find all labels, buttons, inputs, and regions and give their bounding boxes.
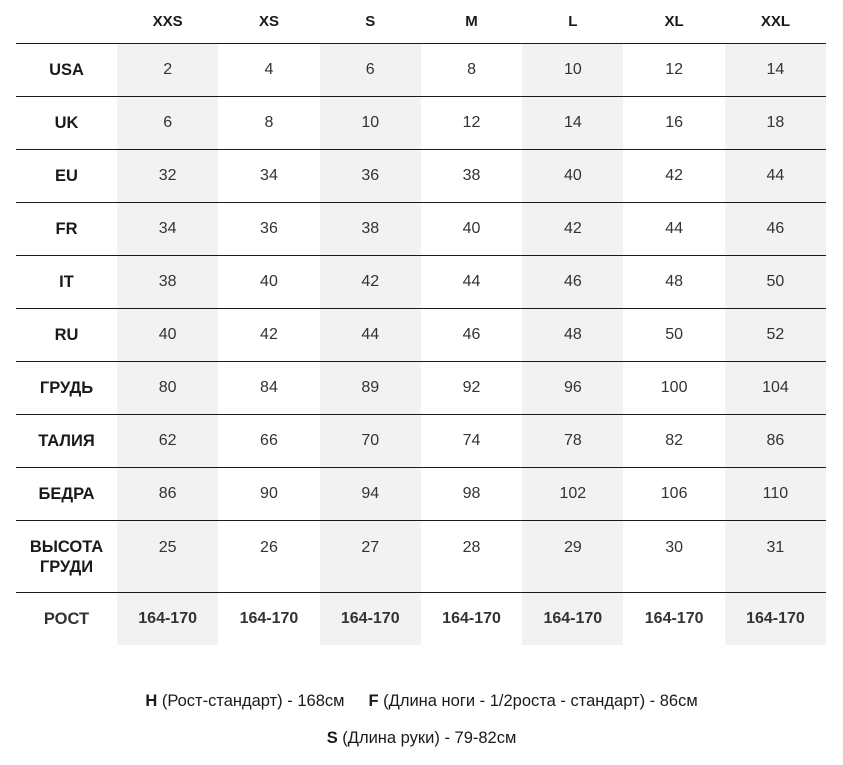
size-value-cell: 164-170 [218, 593, 319, 646]
size-value-cell: 164-170 [320, 593, 421, 646]
row-label: БЕДРА [16, 468, 117, 521]
size-value-cell: 164-170 [623, 593, 724, 646]
size-table-body [16, 44, 826, 646]
size-value-cell: 10 [320, 97, 421, 150]
size-value-cell: 25 [117, 521, 218, 593]
size-value-cell: 42 [522, 203, 623, 256]
table-row [16, 97, 826, 150]
size-value-cell: 70 [320, 415, 421, 468]
size-value-cell: 86 [117, 468, 218, 521]
row-label: IT [16, 256, 117, 309]
table-row [16, 150, 826, 203]
size-value-cell: 40 [117, 309, 218, 362]
size-value-cell: 62 [117, 415, 218, 468]
size-value-cell: 12 [421, 97, 522, 150]
size-value-cell: 14 [725, 44, 826, 97]
s-key: S [326, 729, 338, 747]
size-value-cell: 89 [320, 362, 421, 415]
size-value-cell: 6 [117, 97, 218, 150]
size-value-cell: 44 [725, 150, 826, 203]
table-row [16, 309, 826, 362]
row-label: ТАЛИЯ [16, 415, 117, 468]
size-header: XS [218, 0, 319, 44]
size-value-cell: 100 [623, 362, 724, 415]
size-value-cell: 30 [623, 521, 724, 593]
size-value-cell: 2 [117, 44, 218, 97]
size-value-cell: 104 [725, 362, 826, 415]
f-key: F [368, 692, 379, 710]
size-header: XXS [117, 0, 218, 44]
size-value-cell: 50 [725, 256, 826, 309]
size-value-cell: 90 [218, 468, 319, 521]
corner-cell [16, 0, 117, 44]
size-value-cell: 38 [320, 203, 421, 256]
size-value-cell: 44 [623, 203, 724, 256]
size-value-cell: 86 [725, 415, 826, 468]
size-value-cell: 164-170 [421, 593, 522, 646]
size-header: XL [623, 0, 724, 44]
h-key: H [145, 692, 158, 710]
size-value-cell: 74 [421, 415, 522, 468]
size-value-cell: 164-170 [725, 593, 826, 646]
size-value-cell: 80 [117, 362, 218, 415]
size-value-cell: 6 [320, 44, 421, 97]
size-value-cell: 14 [522, 97, 623, 150]
size-value-cell: 110 [725, 468, 826, 521]
size-value-cell: 48 [522, 309, 623, 362]
size-value-cell: 40 [522, 150, 623, 203]
table-row [16, 256, 826, 309]
size-value-cell: 10 [522, 44, 623, 97]
size-value-cell: 46 [725, 203, 826, 256]
size-header: XXL [725, 0, 826, 44]
size-value-cell: 36 [218, 203, 319, 256]
row-label: ВЫСОТА ГРУДИ [16, 521, 117, 593]
size-value-cell: 34 [218, 150, 319, 203]
size-value-cell: 16 [623, 97, 724, 150]
size-value-cell: 106 [623, 468, 724, 521]
size-value-cell: 84 [218, 362, 319, 415]
size-value-cell: 66 [218, 415, 319, 468]
size-header-row [16, 0, 826, 44]
size-value-cell: 12 [623, 44, 724, 97]
row-label: ГРУДЬ [16, 362, 117, 415]
size-value-cell: 48 [623, 256, 724, 309]
f-text: (Длина ноги - 1/2роста - стандарт) - 86см [383, 692, 698, 710]
size-value-cell: 38 [117, 256, 218, 309]
size-value-cell: 29 [522, 521, 623, 593]
notes-line-2 [0, 729, 843, 748]
size-header: L [522, 0, 623, 44]
size-value-cell: 8 [421, 44, 522, 97]
row-label: РОСТ [16, 593, 117, 646]
size-value-cell: 46 [421, 309, 522, 362]
table-row [16, 468, 826, 521]
size-value-cell: 32 [117, 150, 218, 203]
size-value-cell: 36 [320, 150, 421, 203]
size-value-cell: 8 [218, 97, 319, 150]
size-value-cell: 50 [623, 309, 724, 362]
size-value-cell: 42 [623, 150, 724, 203]
table-row [16, 362, 826, 415]
size-value-cell: 42 [218, 309, 319, 362]
size-value-cell: 44 [421, 256, 522, 309]
row-label: RU [16, 309, 117, 362]
size-value-cell: 96 [522, 362, 623, 415]
size-value-cell: 82 [623, 415, 724, 468]
size-value-cell: 78 [522, 415, 623, 468]
table-row [16, 44, 826, 97]
size-value-cell: 4 [218, 44, 319, 97]
size-value-cell: 18 [725, 97, 826, 150]
size-value-cell: 92 [421, 362, 522, 415]
size-value-cell: 42 [320, 256, 421, 309]
size-value-cell: 31 [725, 521, 826, 593]
size-value-cell: 40 [218, 256, 319, 309]
table-row [16, 415, 826, 468]
s-text: (Длина руки) - 79-82см [342, 729, 517, 747]
notes-line-1 [0, 692, 843, 711]
table-row [16, 203, 826, 256]
size-header: M [421, 0, 522, 44]
size-value-cell: 34 [117, 203, 218, 256]
size-value-cell: 38 [421, 150, 522, 203]
size-value-cell: 28 [421, 521, 522, 593]
row-label: UK [16, 97, 117, 150]
size-value-cell: 164-170 [522, 593, 623, 646]
size-value-cell: 98 [421, 468, 522, 521]
size-header: S [320, 0, 421, 44]
size-value-cell: 40 [421, 203, 522, 256]
size-value-cell: 44 [320, 309, 421, 362]
size-value-cell: 94 [320, 468, 421, 521]
table-row [16, 521, 826, 593]
row-label: EU [16, 150, 117, 203]
size-value-cell: 164-170 [117, 593, 218, 646]
table-row [16, 593, 826, 646]
size-value-cell: 102 [522, 468, 623, 521]
row-label: FR [16, 203, 117, 256]
size-value-cell: 46 [522, 256, 623, 309]
size-value-cell: 26 [218, 521, 319, 593]
size-value-cell: 27 [320, 521, 421, 593]
h-text: (Рост-стандарт) - 168см [161, 692, 345, 710]
size-chart-table [16, 0, 826, 645]
row-label: USA [16, 44, 117, 97]
size-value-cell: 52 [725, 309, 826, 362]
